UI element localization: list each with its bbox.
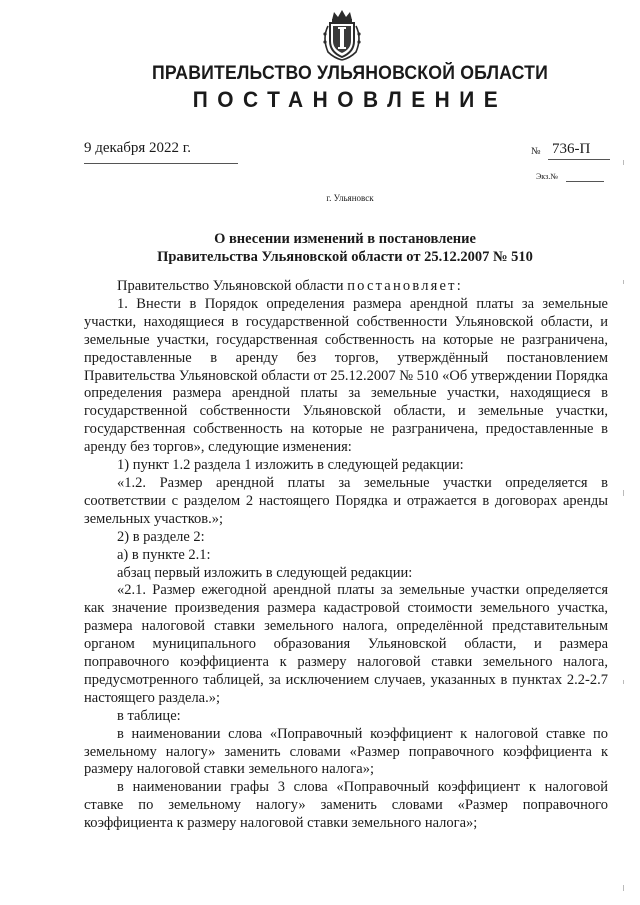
document-type: ПОСТАНОВЛЕНИЕ [192,87,508,112]
paragraph-6: абзац первый изложить в следующей редакции: [117,564,413,581]
paragraph-4: 2) в разделе 2: [117,528,205,545]
heading-line-1: О внесении изменений в постановление [214,231,476,247]
paragraph-2: 1) пункт 1.2 раздела 1 изложить в следующей редакции: [117,457,464,474]
intro-keyword: постановляет [347,278,457,294]
paragraph-7: «2.1. Размер ежегодной арендной платы за земельные участки определяется как значение произведения размера кадастровой стоимости земельного участка, размера налоговой ставки земельного налога, определённой представительным органом муниципального образования Ульяновской области, и размера поправочного коэффициента к размеру налоговой ставки земельного налога, предусмотренного таблицей, за исключением случаев, указанных в пунктах 2.2-2.7 настоящего раздела.»; [84,582,608,706]
heading-line-2: Правительства Ульяновской области от 25.12.2007 № 510 [157,249,533,265]
paragraph-8: в таблице: [117,707,181,724]
paragraph-3: «1.2. Размер арендной платы за земельные участки определяется в соответствии с разделом 2 настоящего Порядка и отражается в договорах аренды земельных участков.»; [84,474,608,527]
paragraph-intro [84,278,608,296]
document-body [84,278,608,833]
government-name: ПРАВИТЕЛЬСТВО УЛЬЯНОВСКОЙ ОБЛАСТИ [151,63,549,84]
document-city: г. Ульяновск [326,193,374,203]
paragraph-1: 1. Внести в Порядок определения размера арендной платы за земельные участки, находящиеся в государственной собственности Ульяновской области, и земельные участки, государственная собственность на которые не разграничена, предоставленные в аренду без торгов, утверждённый постановлением Правительства Ульяновской области от 25.12.2007 № 510 «Об утверждении Порядка определения размера арендной платы за земельные участки, находящиеся в государственной собственности Ульяновской области, и земельные участки, государственная собственность на которые не разграничена, предоставленные в аренду без торгов», следующие изменения: [84,295,608,456]
paragraph-9: в наименовании слова «Поправочный коэффициент к налоговой ставке по земельному налогу» заменить словами «Размер поправочного коэффициента к размеру налоговой ставки земельного налога»; [84,725,608,778]
paragraph-10: в наименовании графы 3 слова «Поправочный коэффициент к налоговой ставке по земельному налогу» заменить словами «Размер поправочного коэффициента к размеру налоговой ставки земельного налога»; [84,779,608,832]
copy-number-label: Экз.№ [536,172,558,181]
document-number-prefix: № [531,146,541,157]
paragraph-5: а) в пункте 2.1: [117,546,211,563]
coat-of-arms-icon [318,8,366,62]
date-underline [84,163,238,164]
document-number: 736-П [552,141,591,157]
number-underline [548,159,610,160]
intro-colon: : [456,278,461,294]
document-heading [0,230,640,266]
scan-edge-marks [621,160,627,895]
document-date: 9 декабря 2022 г. [84,140,191,156]
copy-number-underline [566,181,604,182]
intro-text: Правительство Ульяновской области [117,278,348,294]
